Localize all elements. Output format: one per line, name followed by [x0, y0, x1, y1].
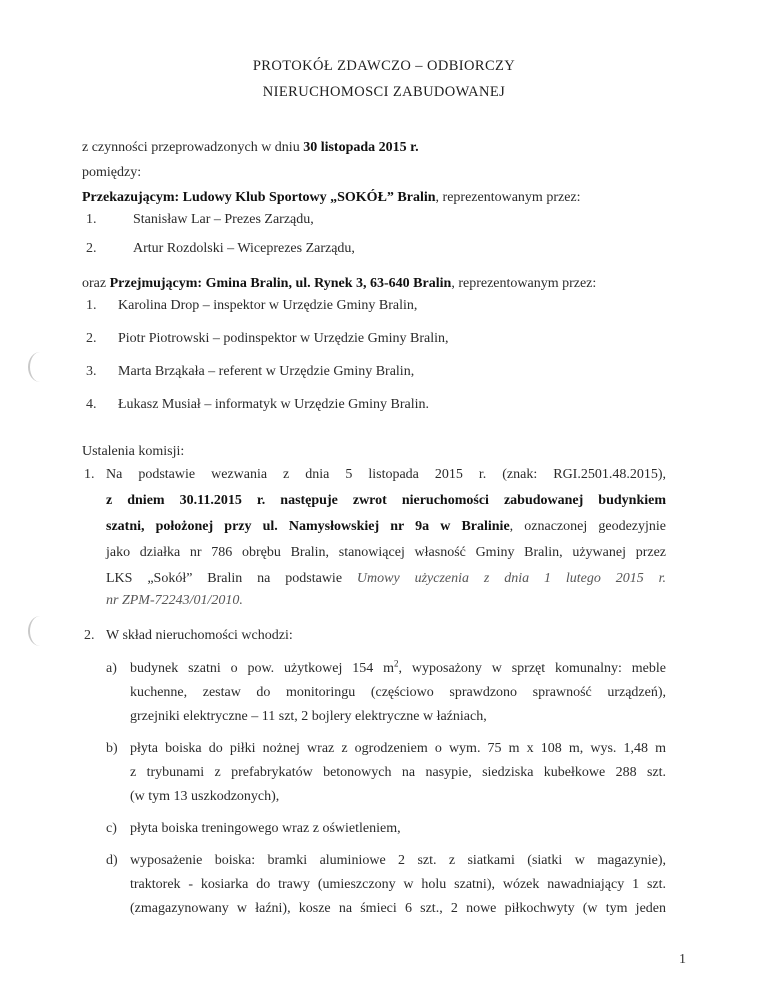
subitem-a-line2: kuchenne, zestaw do monitoringu (częściowo sprawdzono sprawność urządzeń),: [130, 685, 666, 700]
finding-2-number: 2.: [84, 628, 95, 643]
intro-date: 30 listopada 2015 r.: [303, 140, 419, 155]
receiving-person: Piotr Piotrowski – podinspektor w Urzędzie Gminy Bralin,: [118, 331, 449, 346]
intro-line: [82, 139, 419, 157]
receiving-party-label: Przejmującym: Gmina Bralin, ul. Rynek 3, 63-640 Bralin: [109, 276, 452, 291]
scan-artifact: [28, 616, 52, 646]
subitem-b-line3: (w tym 13 uszkodzonych),: [130, 789, 280, 804]
subitem-a-text: budynek szatni o pow. użytkowej 154 m: [130, 661, 395, 676]
subitem-b-line2: z trybunami z prefabrykatów betonowych na nasypie, siedziska kubełkowe 288 szt.: [130, 765, 666, 780]
subitem-a-line3: grzejniki elektryczne – 11 szt, 2 bojlery elektryczne w łaźniach,: [130, 709, 487, 724]
receiving-person-number: 3.: [86, 364, 97, 379]
handing-person-number: 2.: [86, 241, 97, 256]
finding-2-line1: W skład nieruchomości wchodzi:: [106, 628, 293, 643]
intro-prefix: z czynności przeprowadzonych w dniu: [82, 140, 304, 155]
handing-party-line: [82, 189, 581, 207]
finding-1-line2: z dniem 30.11.2015 r. następuje zwrot nieruchomości zabudowanej budynkiem: [106, 493, 666, 508]
finding-1-line3: [106, 518, 666, 536]
receiving-person-number: 2.: [86, 331, 97, 346]
receiving-party-suffix: , reprezentowanym przez:: [451, 276, 597, 291]
finding-1-line5: [106, 570, 666, 588]
finding-1-number: 1.: [84, 467, 95, 482]
handing-party-label: Przekazującym: Ludowy Klub Sportowy „SOKÓŁ” Bralin: [82, 190, 436, 205]
document-title-line2: NIERUCHOMOSCI ZABUDOWANEJ: [262, 84, 506, 100]
finding-1-location-suffix: , oznaczonej geodezyjnie: [509, 519, 666, 534]
subitem-c-line1: płyta boiska treningowego wraz z oświetleniem,: [130, 821, 401, 836]
finding-1-location: szatni, położonej przy ul. Namysłowskiej nr 9a w Bralinie: [106, 519, 510, 534]
page-number: 1: [679, 952, 686, 967]
subitem-a-letter: a): [106, 661, 117, 676]
subitem-b-line1: płyta boiska do piłki nożnej wraz z ogrodzeniem o wym. 75 m x 108 m, wys. 1,48 m: [130, 741, 666, 756]
finding-1-agreement-number: nr ZPM-72243/01/2010.: [106, 593, 243, 608]
handing-person: Stanisław Lar – Prezes Zarządu,: [133, 212, 314, 227]
subitem-a-text: , wyposażony w sprzęt komunalny: meble: [398, 661, 666, 676]
receiving-party-prefix: oraz: [82, 276, 110, 291]
findings-heading: Ustalenia komisji:: [82, 444, 185, 459]
finding-1-line1: Na podstawie wezwania z dnia 5 listopada 2015 r. (znak: RGI.2501.48.2015),: [106, 467, 666, 482]
between-label: pomiędzy:: [82, 165, 142, 180]
subitem-c-letter: c): [106, 821, 117, 836]
subitem-a-line1: [130, 660, 666, 678]
subitem-d-letter: d): [106, 853, 118, 868]
receiving-person: Karolina Drop – inspektor w Urzędzie Gminy Bralin,: [118, 298, 418, 313]
subitem-d-line1: wyposażenie boiska: bramki aluminiowe 2 szt. z siatkami (siatki w magazynie),: [130, 853, 666, 868]
subitem-b-letter: b): [106, 741, 118, 756]
handing-party-suffix: , reprezentowanym przez:: [435, 190, 581, 205]
receiving-person-number: 4.: [86, 397, 97, 412]
receiving-person: Marta Brząkała – referent w Urzędzie Gminy Bralin,: [118, 364, 415, 379]
document-title-line1: PROTOKÓŁ ZDAWCZO – ODBIORCZY: [252, 58, 516, 74]
subitem-d-line2: traktorek - kosiarka do trawy (umieszczony w holu szatni), wózek nawadniający 1 szt.: [130, 877, 666, 892]
subitem-d-line3: (zmagazynowany w łaźni), kosze na śmieci 6 szt., 2 nowe piłkochwyty (w tym jeden: [130, 901, 666, 916]
receiving-party-line: [82, 275, 596, 293]
handing-person-number: 1.: [86, 212, 97, 227]
subitem-a-superscript: 2: [394, 658, 399, 669]
receiving-person-number: 1.: [86, 298, 97, 313]
finding-1-line4: jako działka nr 786 obrębu Bralin, stanowiącej własność Gminy Bralin, używanej przez: [106, 545, 666, 560]
finding-1-agreement: Umowy użyczenia z dnia 1 lutego 2015 r.: [356, 571, 666, 586]
receiving-person: Łukasz Musiał – informatyk w Urzędzie Gminy Bralin.: [118, 397, 430, 412]
finding-1-basis: LKS „Sokół” Bralin na podstawie: [106, 571, 357, 586]
handing-person: Artur Rozdolski – Wiceprezes Zarządu,: [133, 241, 355, 256]
scan-artifact: [28, 352, 52, 382]
